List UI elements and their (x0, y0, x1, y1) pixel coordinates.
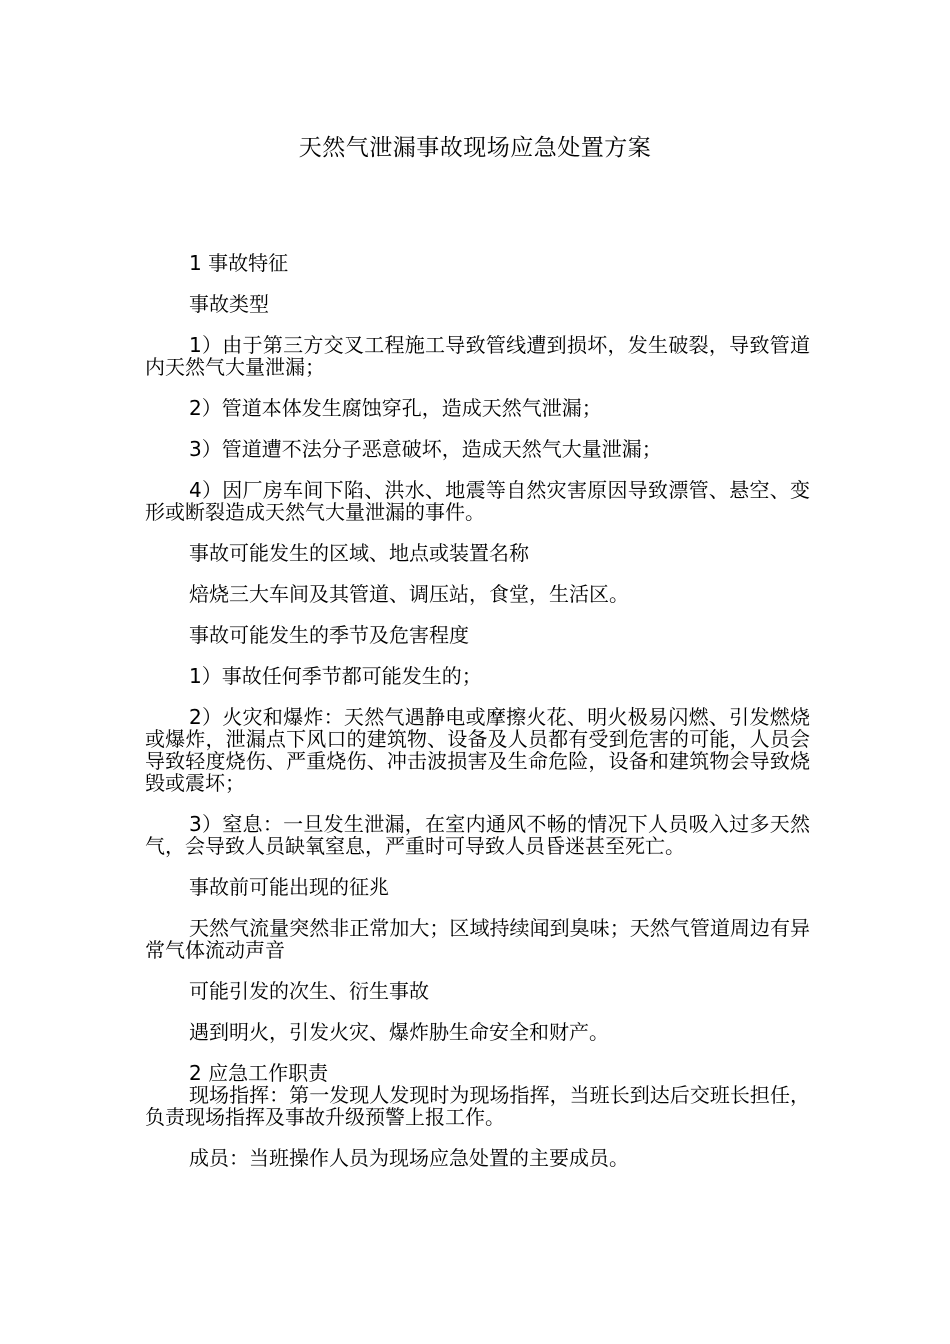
section-heading: 2 应急工作职责 (189, 1061, 329, 1085)
paragraph: 焙烧三大车间及其管道、调压站，食堂，生活区。 (189, 582, 629, 606)
subsection-heading: 事故前可能出现的征兆 (189, 875, 389, 899)
paragraph: 3）窒息：一旦发生泄漏，在室内通风不畅的情况下人员吸入过多天然气，会导致人员缺氧窒息，严重时可导致人员昏迷甚至死亡。 (145, 812, 810, 858)
paragraph: 3）管道遭不法分子恶意破坏，造成天然气大量泄漏； (189, 437, 662, 461)
document-title: 天然气泄漏事故现场应急处置方案 (298, 135, 652, 161)
paragraph: 1）事故任何季节都可能发生的； (189, 664, 482, 688)
subsection-heading: 事故类型 (189, 292, 269, 316)
paragraph: 2）火灾和爆炸：天然气遇静电或摩擦火花、明火极易闪燃、引发燃烧或爆炸，泄漏点下风口的建筑物、设备及人员都有受到危害的可能，人员会导致轻度烧伤、严重烧伤、冲击波损害及生命危险，设备和建筑物会导致烧毁或震坏； (145, 705, 810, 795)
paragraph: 遇到明火，引发火灾、爆炸胁生命安全和财产。 (189, 1020, 609, 1044)
paragraph: 2）管道本体发生腐蚀穿孔，造成天然气泄漏； (189, 396, 602, 420)
section-heading: 1 事故特征 (189, 251, 289, 275)
paragraph: 成员：当班操作人员为现场应急处置的主要成员。 (189, 1146, 629, 1170)
paragraph: 天然气流量突然非正常加大；区域持续闻到臭味；天然气管道周边有异常气体流动声音 (145, 916, 810, 962)
paragraph: 4）因厂房车间下陷、洪水、地震等自然灾害原因导致漂管、悬空、变形或断裂造成天然气大量泄漏的事件。 (145, 478, 810, 524)
subsection-heading: 可能引发的次生、衍生事故 (189, 979, 429, 1003)
paragraph: 1）由于第三方交叉工程施工导致管线遭到损坏，发生破裂，导致管道内天然气大量泄漏； (145, 333, 810, 379)
subsection-heading: 事故可能发生的季节及危害程度 (189, 623, 469, 647)
document-body (145, 252, 810, 1188)
subsection-heading: 事故可能发生的区域、地点或装置名称 (189, 541, 529, 565)
paragraph: 现场指挥：第一发现人发现时为现场指挥，当班长到达后交班长担任，负责现场指挥及事故升级预警上报工作。 (145, 1083, 810, 1129)
